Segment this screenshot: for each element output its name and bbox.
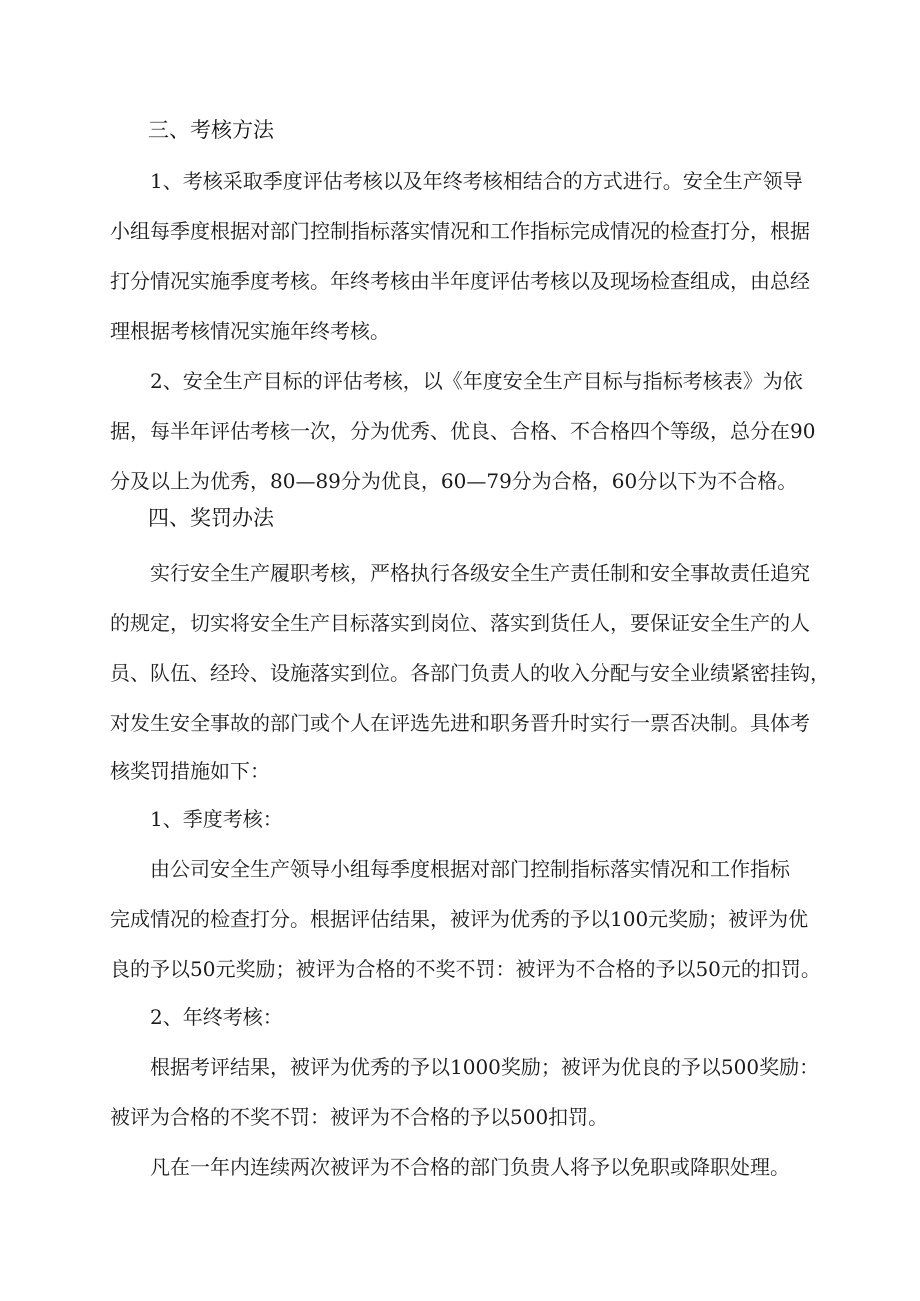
section-4-heading: 四、奖罚办法 bbox=[148, 506, 274, 530]
section-4-para-1-line-5: 核奖罚措施如下： bbox=[110, 759, 270, 783]
section-3-heading: 三、考核方法 bbox=[148, 118, 274, 142]
section-4-para-1-line-1: 实行安全生产履职考核，严格执行各级安全生产责任制和安全事故责任追究 bbox=[150, 561, 810, 585]
section-4-item-1-title: 1、季度考核： bbox=[150, 807, 283, 831]
section-3-para-1-line-3: 打分情况实施季度考核。年终考核由半年度评估考核以及现场检查组成，由总经 bbox=[110, 269, 810, 293]
section-3-para-1-line-4: 理根据考核情况实施年终考核。 bbox=[110, 319, 390, 343]
section-4-para-3-line-1: 由公司安全生产领导小组每季度根据对部门控制指标落实情况和工作指标 bbox=[150, 857, 790, 881]
section-4-para-1-line-3: 员、队伍、经玲、设施落实到位。各部门负责人的收入分配与安全业绩紧密挂钩， bbox=[110, 661, 830, 685]
section-4-item-2-title: 2、年终考核： bbox=[150, 1005, 283, 1029]
section-4-para-5-line-2: 被评为合格的不奖不罚：被评为不合格的予以500扣罚。 bbox=[110, 1105, 609, 1129]
section-4-para-3-line-2: 完成情况的检查打分。根据评估结果，被评为优秀的予以100元奖励；被评为优 bbox=[110, 907, 809, 931]
section-3-para-2-line-2: 据，每半年评估考核一次，分为优秀、优良、合格、不合格四个等级，总分在90 bbox=[110, 419, 816, 443]
section-3-para-1-line-2: 小组每季度根据对部门控制指标落实情况和工作指标完成情况的检查打分，根据 bbox=[110, 219, 810, 243]
section-4-para-1-line-2: 的规定，切实将安全生产目标落实到岗位、落实到货任人，要保证安全生产的人 bbox=[110, 611, 810, 635]
section-4-para-6-line-1: 凡在一年内连续两次被评为不合格的部门负贵人将予以免职或降职处理。 bbox=[150, 1155, 790, 1179]
section-4-para-5-line-1: 根据考评结果，被评为优秀的予以1000奖励；被评为优良的予以500奖励： bbox=[150, 1055, 820, 1079]
section-4-para-3-line-3: 良的予以50元奖励；被评为合格的不奖不罚：被评为不合格的予以50元的扣罚。 bbox=[110, 957, 821, 981]
section-3-para-2-line-3: 分及以上为优秀，80—89分为优良，60—79分为合格，60分以下为不合格。 bbox=[110, 469, 798, 493]
section-3-para-2-line-1: 2、安全生产目标的评估考核，以《年度安全生产目标与指标考核表》为依 bbox=[150, 369, 803, 393]
section-3-para-1-line-1: 1、考核采取季度评估考核以及年终考核相结合的方式进行。安全生产领导 bbox=[150, 169, 803, 193]
section-4-para-1-line-4: 对发生安全事故的部门或个人在评选先进和职务晋升时实行一票否决制。具体考 bbox=[110, 711, 810, 735]
